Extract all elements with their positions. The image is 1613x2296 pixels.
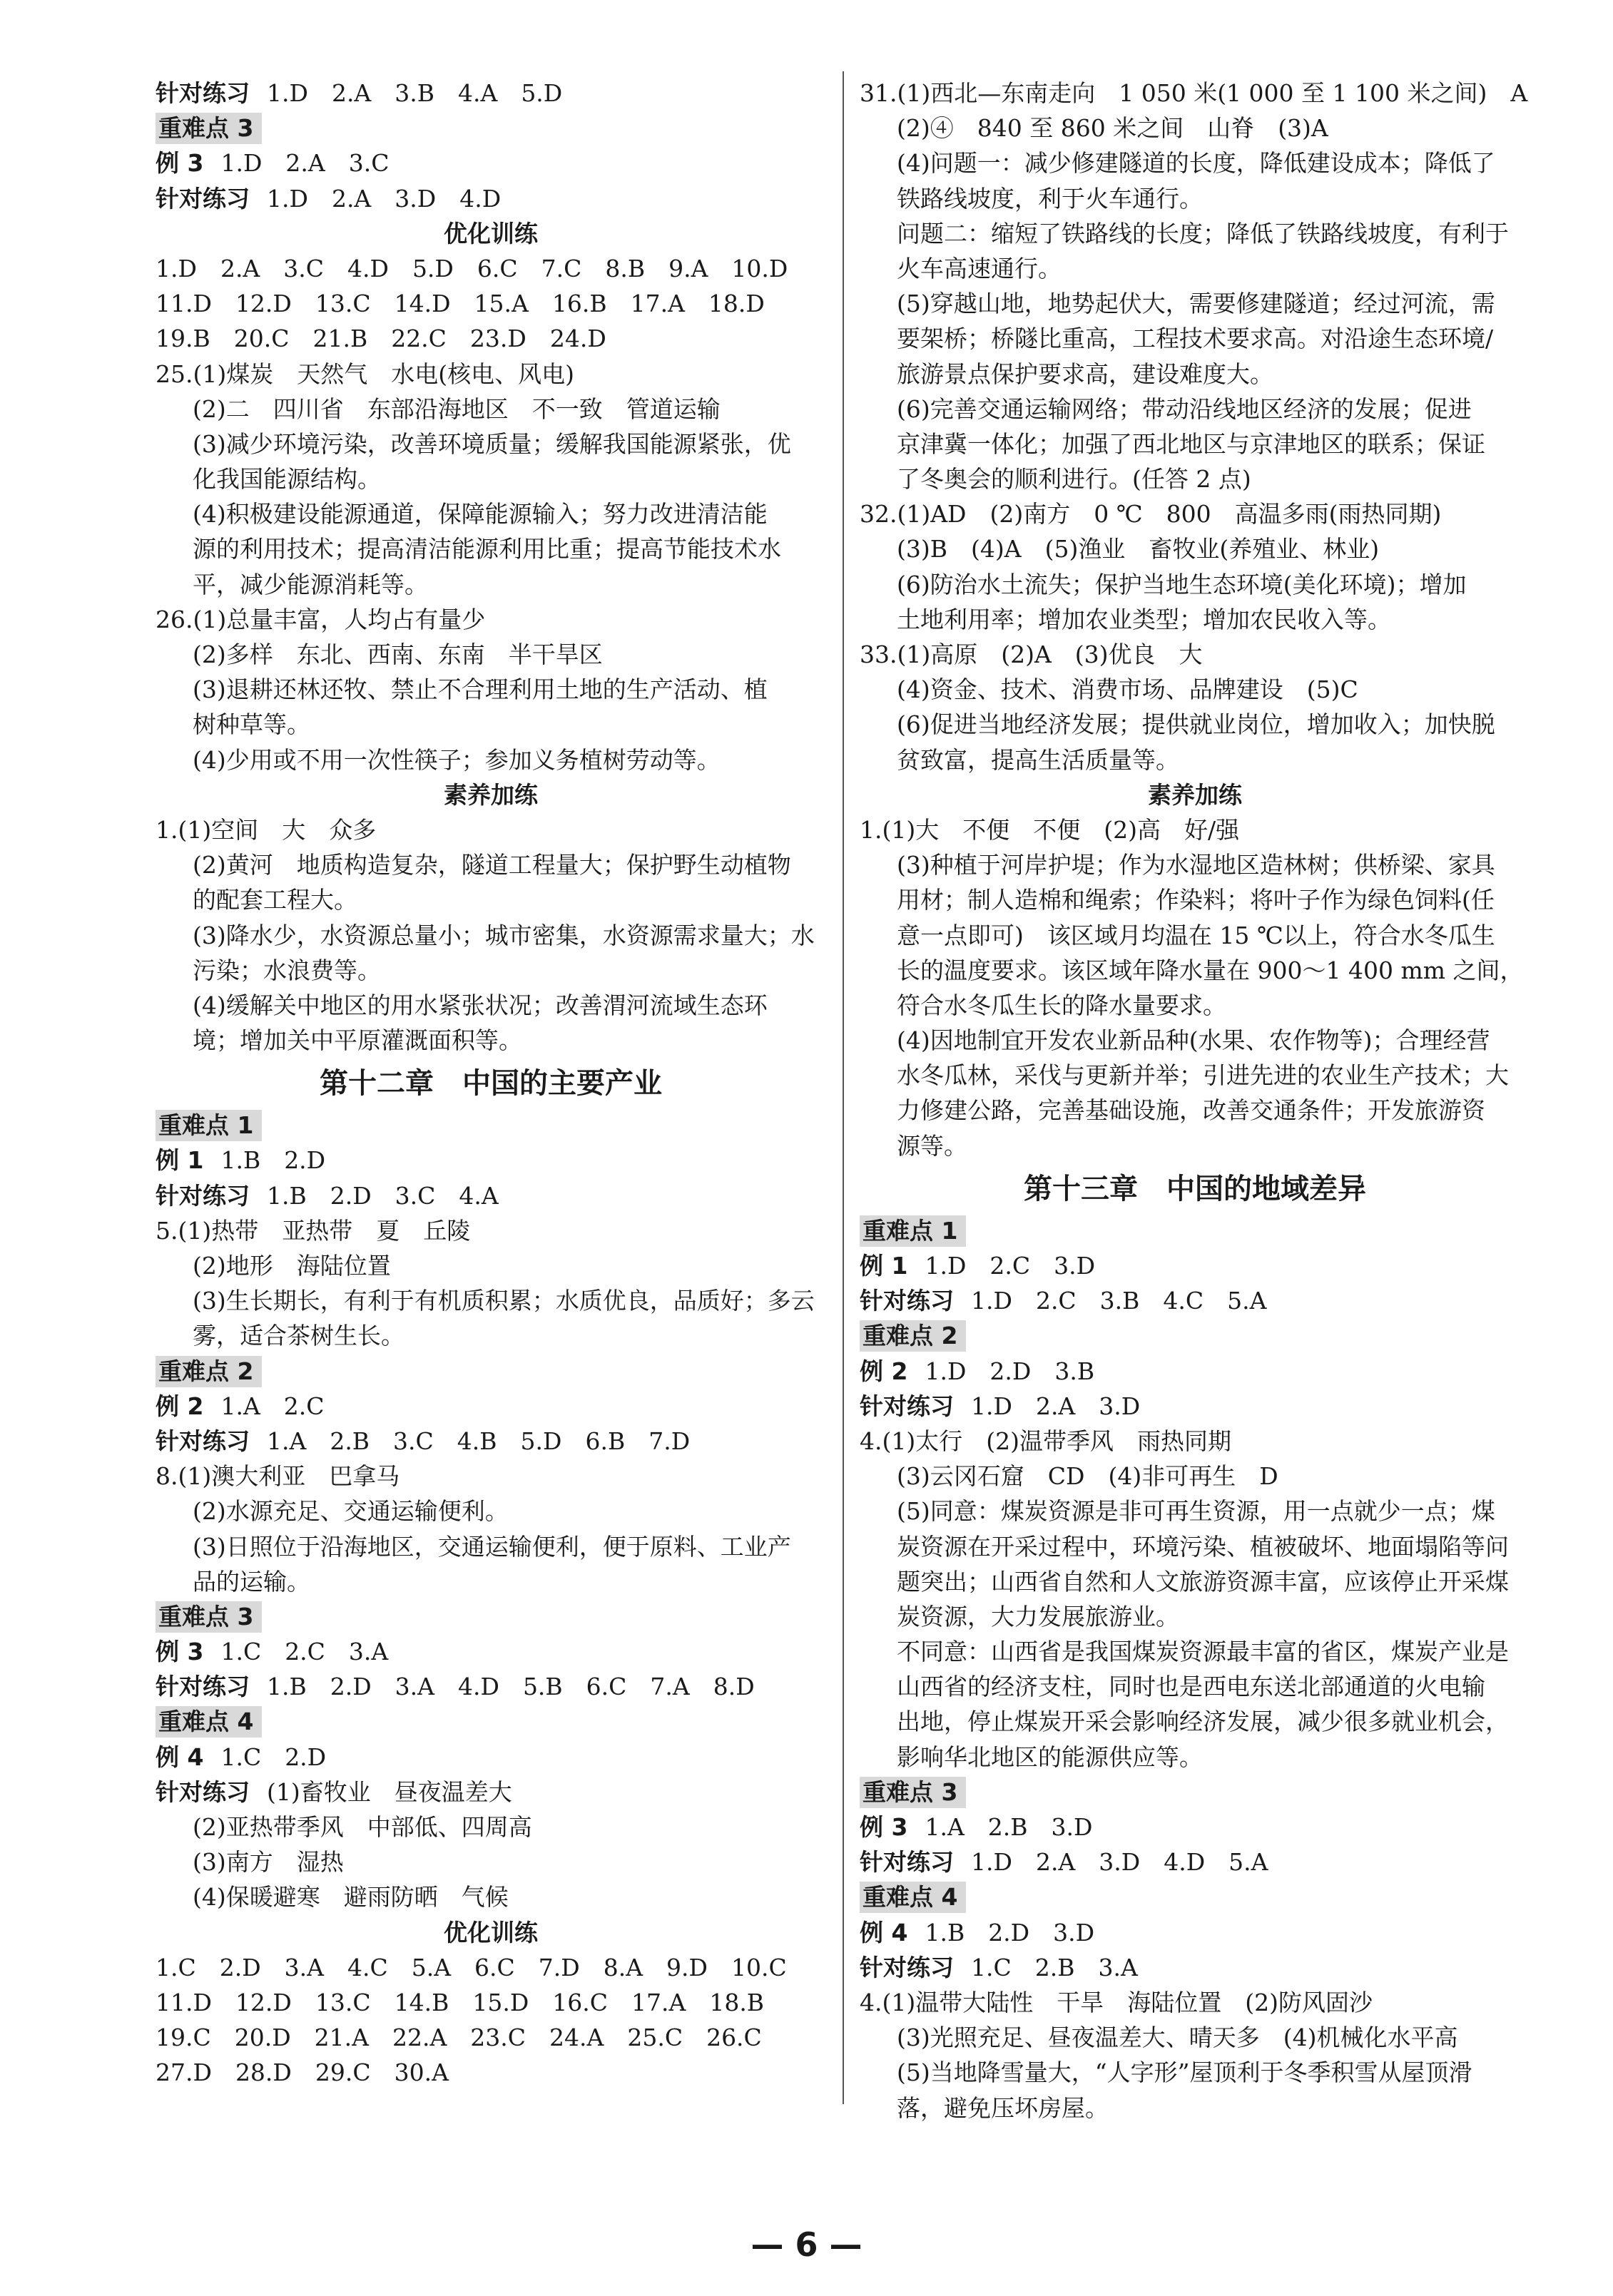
answer-text: 1.D 2.A 3.B 4.A 5.D (267, 79, 563, 107)
column-divider (843, 71, 844, 2104)
answer-label: 例 4 (156, 1743, 204, 1771)
answer-text: 1.B 2.D 3.D (925, 1918, 1095, 1947)
answer-text: 1.C 2.C 3.A (220, 1638, 389, 1666)
answer-line: (4)缓解关中地区的用水紧张状况；改善渭河流域生态环 (193, 991, 768, 1019)
answer-line: 贫致富，提高生活质量等。 (897, 745, 1179, 774)
answer-line: 水冬瓜林，采伐与更新并举；引进先进的农业生产技术；大 (897, 1061, 1509, 1090)
answer-label: 例 1 (156, 1146, 204, 1175)
answer-line (860, 1354, 1530, 1389)
key-point-tag: 重难点 4 (860, 1882, 966, 1913)
answer-label: 针对练习 (156, 1181, 250, 1210)
answer-line: 炭资源在开采过程中，环境污染、植被破坏、地面塌陷等问 (897, 1532, 1509, 1561)
answer-label: 针对练习 (156, 1673, 250, 1701)
answer-line: 雾，适合茶树生长。 (193, 1322, 404, 1350)
answer-line (860, 1950, 1530, 1985)
answer-line: 题突出；山西省自然和人文旅游资源丰富，应该停止开采煤 (897, 1567, 1509, 1596)
key-point-heading (156, 1354, 826, 1389)
answer-line: (2)多样 东北、西南、东南 半干旱区 (193, 641, 603, 668)
key-point-tag: 重难点 1 (860, 1215, 966, 1247)
answer-line: (2)黄河 地质构造复杂，隧道工程量大；保护野生动植物 (193, 851, 791, 879)
section-heading: 素养加练 (444, 780, 538, 809)
answer-line: 落，避免压坏房屋。 (897, 2093, 1109, 2122)
answer-line: (4)因地制宜开发农业新品种(水果、农作物等)；合理经营 (897, 1026, 1490, 1055)
answer-line: 27.D 28.D 29.C 30.A (156, 2058, 449, 2087)
left-column (156, 76, 826, 2091)
key-point-heading (860, 1879, 1530, 1914)
answer-line: 山西省的经济支柱，同时也是西电东送北部通道的火电输 (897, 1673, 1485, 1701)
answer-line: 树种草等。 (193, 710, 310, 739)
answer-line (156, 76, 826, 111)
answer-line: (2)亚热带季风 中部低、四周高 (193, 1813, 532, 1841)
answer-text: 1.A 2.C (220, 1392, 325, 1420)
answer-text: 1.C 2.B 3.A (971, 1953, 1138, 1981)
answer-line: 影响华北地区的能源供应等。 (897, 1743, 1203, 1771)
answer-label: 例 4 (860, 1918, 908, 1947)
answer-line: 用材；制人造棉和绳索；作染料；将叶子作为绿色饲料(任 (897, 886, 1495, 914)
answer-line: 26.(1)总量丰富，人均占有量少 (156, 605, 486, 633)
answer-line (156, 1178, 826, 1213)
answer-line: 力修建公路，完善基础设施，改善交通条件；开发旅游资 (897, 1096, 1485, 1125)
section-heading: 优化训练 (444, 219, 538, 248)
key-point-tag: 重难点 2 (860, 1320, 966, 1352)
answer-line: 11.D 12.D 13.C 14.D 15.A 16.B 17.A 18.D (156, 290, 765, 318)
key-point-heading (156, 1704, 826, 1739)
key-point-heading (860, 1318, 1530, 1353)
answer-line: (6)促进当地经济发展；提供就业岗位，增加收入；加快脱 (897, 710, 1495, 739)
answer-line: (2)地形 海陆位置 (193, 1252, 391, 1280)
answer-line: (3)南方 湿热 (193, 1848, 344, 1877)
answer-line: (3)光照充足、昼夜温差大、晴天多 (4)机械化水平高 (897, 2024, 1458, 2052)
answer-text: 1.D 2.C 3.B 4.C 5.A (971, 1287, 1267, 1315)
answer-line (860, 1283, 1530, 1318)
answer-line: (4)问题一：减少修建隧道的长度，降低建设成本；降低了 (897, 149, 1495, 178)
answer-line: 25.(1)煤炭 天然气 水电(核电、风电) (156, 359, 574, 388)
answer-line: 4.(1)温带大陆性 干旱 海陆位置 (2)防风固沙 (860, 1988, 1373, 2016)
answer-line: 19.B 20.C 21.B 22.C 23.D 24.D (156, 325, 606, 353)
answer-line: (5)当地降雪量大，“人字形”屋顶利于冬季积雪从屋顶滑 (897, 2058, 1472, 2087)
answer-label: 针对练习 (156, 1427, 250, 1455)
key-point-tag: 重难点 2 (156, 1356, 262, 1387)
answer-line (860, 1915, 1530, 1950)
key-point-tag: 重难点 3 (156, 113, 262, 144)
answer-line: 了冬奥会的顺利进行。(任答 2 点) (897, 465, 1251, 494)
answer-label: 针对练习 (156, 79, 250, 107)
answer-line: 污染；水浪费等。 (193, 956, 381, 984)
answer-text: 1.D 2.D 3.B (925, 1357, 1095, 1385)
key-point-heading (860, 1775, 1530, 1810)
answer-line: 炭资源，大力发展旅游业。 (897, 1602, 1179, 1631)
answer-line: 1.(1)大 不便 不便 (2)高 好/强 (860, 815, 1240, 844)
chapter-title: 第十二章 中国的主要产业 (320, 1067, 662, 1101)
answer-line: (5)同意：煤炭资源是非可再生资源，用一点就少一点；煤 (897, 1497, 1495, 1526)
answer-text: 1.D 2.A 3.D 4.D (267, 184, 502, 213)
answer-line: (3)云冈石窟 CD (4)非可再生 D (897, 1462, 1278, 1491)
answer-line: (3)减少环境污染，改善环境质量；缓解我国能源紧张，优 (193, 429, 791, 458)
answer-label: 例 3 (156, 149, 204, 178)
answer-label: 针对练习 (860, 1392, 954, 1420)
answer-line: (5)穿越山地，地势起伏大，需要修建隧道；经过河流，需 (897, 290, 1495, 318)
answer-line: (3)降水少，水资源总量小；城市密集，水资源需求量大；水 (193, 921, 815, 949)
answer-line (156, 1634, 826, 1669)
page-number: — 6 — (750, 2225, 863, 2264)
answer-label: 针对练习 (860, 1953, 954, 1981)
answer-line: 火车高速通行。 (897, 254, 1062, 282)
answer-line (156, 146, 826, 180)
answer-line: (2)水源充足、交通运输便利。 (193, 1497, 509, 1526)
answer-line (156, 1424, 826, 1459)
answer-line: (6)完善交通运输网络；带动沿线地区经济的发展；促进 (897, 394, 1472, 423)
answer-text: 1.A 2.B 3.D (925, 1813, 1093, 1841)
answer-line: 33.(1)高原 (2)A (3)优良 大 (860, 641, 1203, 668)
answer-label: 例 2 (156, 1392, 204, 1420)
answer-line: 1.(1)空间 大 众多 (156, 815, 377, 844)
answer-line: 不同意：山西省是我国煤炭资源最丰富的省区，煤炭产业是 (897, 1638, 1509, 1666)
answer-line: 1.C 2.D 3.A 4.C 5.A 6.C 7.D 8.A 9.D 10.C (156, 1953, 787, 1981)
answer-label: 例 3 (156, 1638, 204, 1666)
answer-line: 出地，停止煤炭开采会影响经济发展，减少很多就业机会， (897, 1708, 1509, 1736)
answer-label: 例 3 (860, 1813, 908, 1841)
answer-text: 1.A 2.B 3.C 4.B 5.D 6.B 7.D (267, 1427, 691, 1455)
answer-line: (3)退耕还林还牧、禁止不合理利用土地的生产活动、植 (193, 675, 768, 704)
answer-line: 32.(1)AD (2)南方 0 ℃ 800 高温多雨(雨热同期) (860, 500, 1442, 529)
answer-line (860, 1845, 1530, 1879)
right-column (860, 76, 1530, 2126)
answer-line: 京津冀一体化；加强了西北地区与京津地区的联系；保证 (897, 429, 1485, 458)
answer-line: (3)生长期长，有利于有机质积累；水质优良，品质好；多云 (193, 1287, 815, 1315)
answer-line: 土地利用率；增加农业类型；增加农民收入等。 (897, 605, 1391, 633)
answer-line: 19.C 20.D 21.A 22.A 23.C 24.A 25.C 26.C (156, 2024, 762, 2052)
answer-line: (4)积极建设能源通道，保障能源输入；努力改进清洁能 (193, 500, 768, 529)
answer-line (156, 1775, 826, 1810)
answer-line: 源等。 (897, 1131, 967, 1160)
answer-line: (4)少用或不用一次性筷子；参加义务植树劳动等。 (193, 745, 721, 774)
answer-text: 1.B 2.D 3.A 4.D 5.B 6.C 7.A 8.D (267, 1673, 755, 1701)
answer-line (860, 1389, 1530, 1424)
key-point-heading (860, 1213, 1530, 1248)
answer-line (156, 181, 826, 216)
answer-line: 31.(1)西北—东南走向 1 050 米(1 000 至 1 100 米之间) A (860, 79, 1528, 107)
answer-label: 例 2 (860, 1357, 908, 1385)
answer-text: 1.B 2.D (220, 1146, 326, 1175)
answer-line (156, 1389, 826, 1424)
answer-line (156, 1669, 826, 1704)
answer-line: 1.D 2.A 3.C 4.D 5.D 6.C 7.C 8.B 9.A 10.D (156, 254, 788, 282)
answer-text: (1)畜牧业 昼夜温差大 (267, 1777, 512, 1806)
key-point-heading (156, 1108, 826, 1143)
answer-line: (4)资金、技术、消费市场、品牌建设 (5)C (897, 675, 1358, 704)
answer-label: 例 1 (860, 1252, 908, 1280)
chapter-title: 第十三章 中国的地域差异 (1024, 1172, 1366, 1205)
answer-line: 铁路线坡度，利于火车通行。 (897, 184, 1203, 213)
answer-text: 1.D 2.A 3.D (971, 1392, 1141, 1420)
section-heading: 素养加练 (1148, 780, 1242, 809)
answer-text: 1.C 2.D (220, 1743, 327, 1771)
answer-line: 意一点即可) 该区域月均温在 15 ℃以上，符合水冬瓜生 (897, 921, 1495, 949)
answer-line: (3)B (4)A (5)渔业 畜牧业(养殖业、林业) (897, 535, 1380, 563)
answer-label: 针对练习 (860, 1848, 954, 1877)
key-point-heading (156, 1599, 826, 1634)
answer-line: 的配套工程大。 (193, 886, 357, 914)
answer-text: 1.B 2.D 3.C 4.A (267, 1181, 499, 1210)
answer-text: 1.D 2.C 3.D (925, 1252, 1096, 1280)
answer-line: (4)保暖避寒 避雨防晒 气候 (193, 1883, 509, 1912)
key-point-tag: 重难点 4 (156, 1706, 262, 1738)
answer-line: 源的利用技术；提高清洁能源利用比重；提高节能技术水 (193, 535, 781, 563)
answer-line: 境；增加关中平原灌溉面积等。 (193, 1026, 522, 1055)
answer-line: (6)防治水土流失；保护当地生态环境(美化环境)；增加 (897, 570, 1467, 598)
key-point-tag: 重难点 1 (156, 1110, 262, 1141)
answer-line: (3)种植于河岸护堤；作为水湿地区造林树；供桥梁、家具 (897, 851, 1495, 879)
answer-text: 1.D 2.A 3.D 4.D 5.A (971, 1848, 1268, 1877)
answer-line: 11.D 12.D 13.C 14.B 15.D 16.C 17.A 18.B (156, 1988, 765, 2016)
answer-line: (3)日照位于沿海地区，交通运输便利，便于原料、工业产 (193, 1532, 791, 1561)
answer-line: 4.(1)太行 (2)温带季风 雨热同期 (860, 1427, 1231, 1455)
answer-line (860, 1810, 1530, 1845)
answer-line (156, 1740, 826, 1775)
answer-line: 化我国能源结构。 (193, 465, 381, 494)
answer-line: 旅游景点保护要求高，建设难度大。 (897, 359, 1273, 388)
answer-label: 针对练习 (156, 184, 250, 213)
answer-line: 品的运输。 (193, 1567, 310, 1596)
answer-line: 5.(1)热带 亚热带 夏 丘陵 (156, 1216, 471, 1245)
answer-line: 问题二：缩短了铁路线的长度；降低了铁路线坡度，有利于 (897, 219, 1509, 248)
key-point-tag: 重难点 3 (860, 1777, 966, 1808)
key-point-tag: 重难点 3 (156, 1601, 262, 1633)
key-point-heading (156, 111, 826, 146)
answer-text: 1.D 2.A 3.C (220, 149, 390, 178)
section-heading: 优化训练 (444, 1918, 538, 1947)
answer-line: 要架桥；桥隧比重高，工程技术要求高。对沿途生态环境/ (897, 325, 1494, 353)
answer-line: 符合水冬瓜生长的降水量要求。 (897, 991, 1226, 1019)
answer-line: 平，减少能源消耗等。 (193, 570, 428, 598)
answer-line: 8.(1)澳大利亚 巴拿马 (156, 1462, 400, 1491)
answer-line (156, 1143, 826, 1178)
answer-line: 长的温度要求。该区域年降水量在 900～1 400 mm 之间， (897, 956, 1524, 984)
answer-label: 针对练习 (156, 1777, 250, 1806)
answer-label: 针对练习 (860, 1287, 954, 1315)
answer-line (860, 1248, 1530, 1283)
answer-line: (2)二 四川省 东部沿海地区 不一致 管道运输 (193, 394, 721, 423)
answer-line: (2)④ 840 至 860 米之间 山脊 (3)A (897, 114, 1328, 143)
